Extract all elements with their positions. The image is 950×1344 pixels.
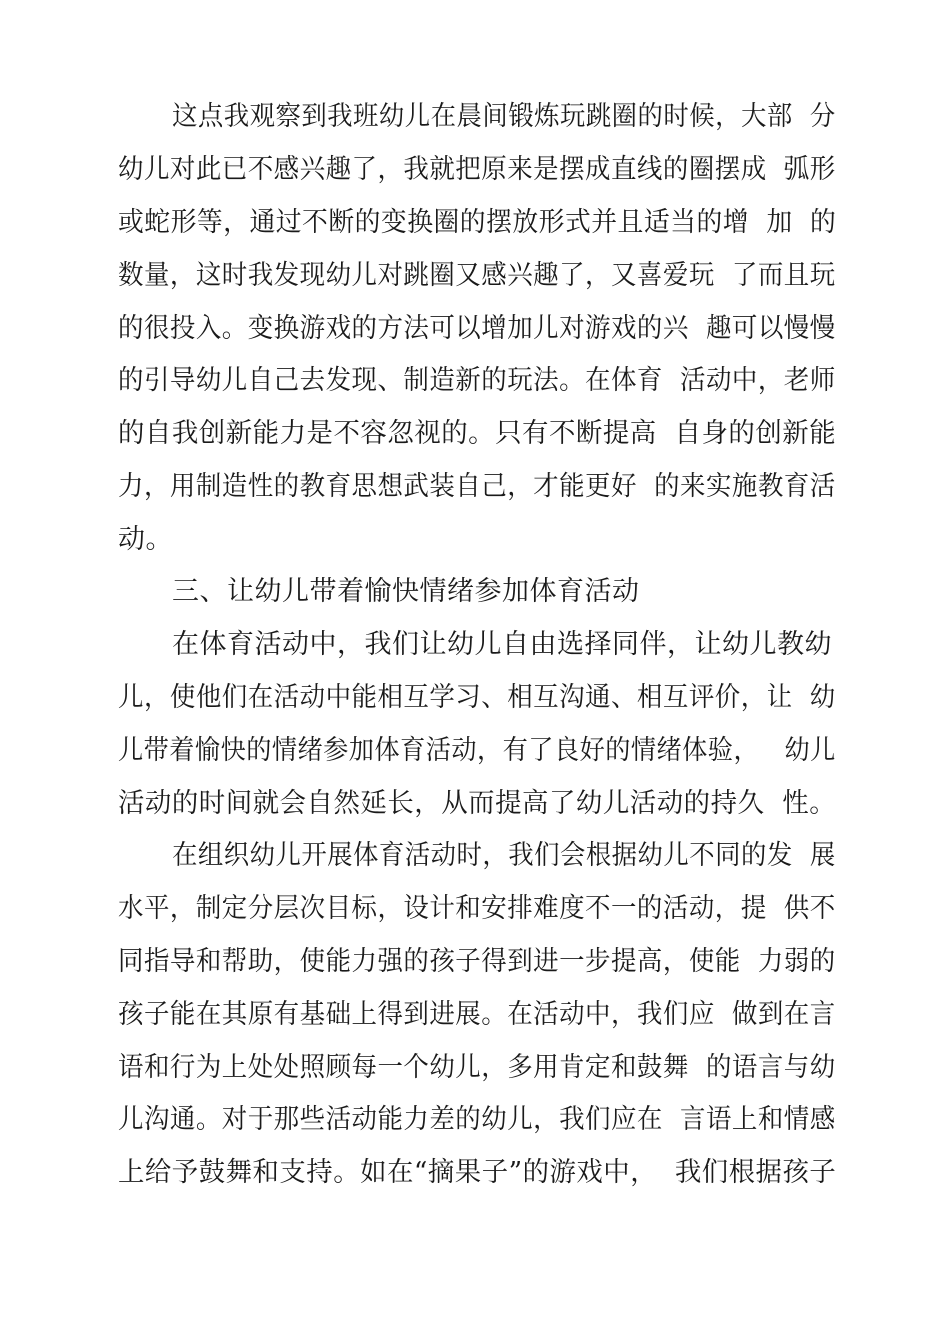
text-line-9: 动。: [118, 524, 173, 555]
text-line-17: 同指导和帮助，使能力强的孩子得到进一步提高，使能 力弱的: [118, 946, 836, 977]
text-line-13: 儿带着愉快的情绪参加体育活动，有了良好的情绪体验， 幼儿: [118, 735, 836, 766]
text-line-6: 的引导幼儿自己去发现、制造新的玩法。在体育 活动中，老师: [118, 365, 836, 396]
text-line-20: 儿沟通。对于那些活动能力差的幼儿，我们应在 言语上和情感: [118, 1104, 836, 1135]
text-line-8: 力，用制造性的教育思想武装自己，才能更好 的来实施教育活: [118, 471, 836, 502]
text-line-3: 或蛇形等，通过不断的变换圈的摆放形式并且适当的增 加 的: [118, 207, 837, 238]
text-line-2: 幼儿对此已不感兴趣了，我就把原来是摆成直线的圈摆成 弧形: [118, 154, 836, 185]
text-line-14: 活动的时间就会自然延长，从而提高了幼儿活动的持久 性。: [118, 788, 837, 819]
text-line-1: 这点我观察到我班幼儿在晨间锻炼玩跳圈的时候，大部 分: [172, 101, 836, 132]
text-line-15: 在组织幼儿开展体育活动时，我们会根据幼儿不同的发 展: [172, 840, 836, 871]
text-line-16: 水平，制定分层次目标，设计和安排难度不一的活动，提 供不: [118, 893, 836, 924]
text-line-19: 语和行为上处处照顾每一个幼儿，多用肯定和鼓舞 的语言与幼: [118, 1052, 836, 1083]
text-line-4: 数量，这时我发现幼儿对跳圈又感兴趣了，又喜爱玩 了而且玩: [118, 260, 836, 291]
text-line-7: 的自我创新能力是不容忽视的。只有不断提高 自身的创新能: [118, 418, 837, 449]
section-heading: 三、让幼儿带着愉快情绪参加体育活动: [172, 576, 640, 607]
text-line-12: 儿，使他们在活动中能相互学习、相互沟通、相互评价，让 幼: [118, 682, 836, 713]
text-line-11: 在体育活动中，我们让幼儿自由选择同伴，让幼儿教幼: [172, 629, 832, 660]
text-line-21: 上给予鼓舞和支持。如在“摘果子”的游戏中， 我们根据孩子: [118, 1157, 837, 1188]
text-line-5: 的很投入。变换游戏的方法可以增加儿对游戏的兴 趣可以慢慢: [118, 313, 836, 344]
text-line-18: 孩子能在其原有基础上得到进展。在活动中，我们应 做到在言: [118, 999, 836, 1030]
